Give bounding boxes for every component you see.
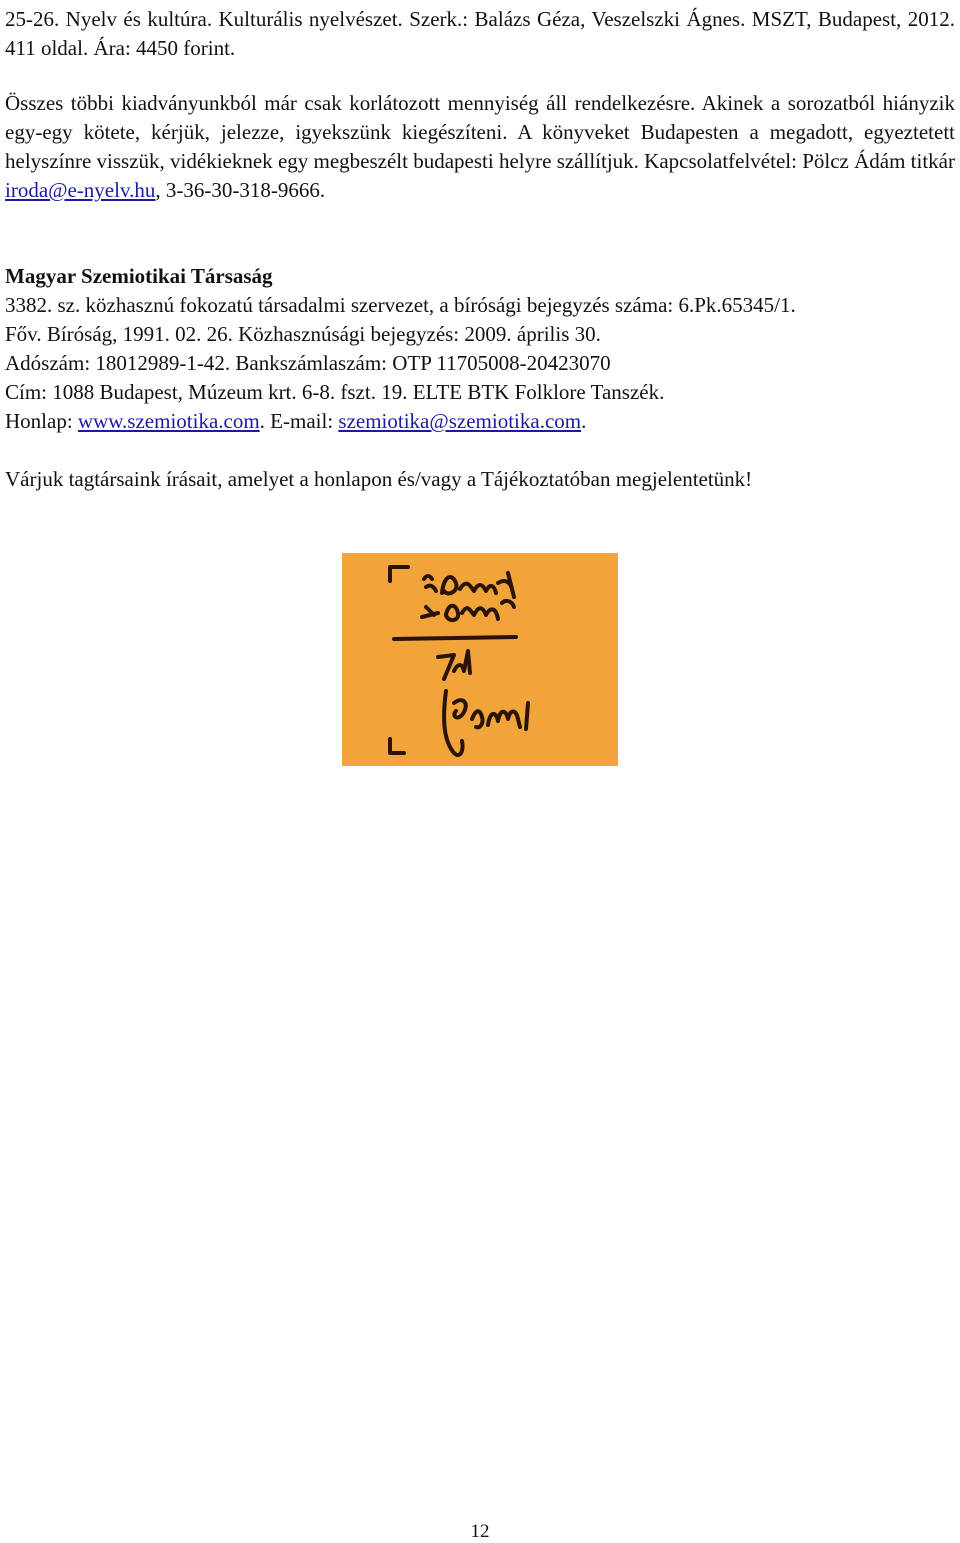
page-number: 12 <box>470 1521 490 1542</box>
notice-text <box>5 89 955 205</box>
organization-contact <box>5 407 955 436</box>
organization-registration: 3382. sz. közhasznú fokozatú társadalmi szervezet, a bírósági bejegyzés száma: 6.Pk.65345/1. <box>5 293 796 317</box>
handwriting-drawing <box>342 553 618 766</box>
organization-court: Főv. Bíróság, 1991. 02. 26. Közhasznúsági bejegyzés: 2009. április 30. <box>5 322 601 346</box>
invitation-block <box>5 465 955 494</box>
homepage-link[interactable]: www.szemiotika.com <box>77 409 260 433</box>
email-label: . E-mail: <box>259 409 339 433</box>
organization-email-link[interactable]: szemiotika@szemiotika.com <box>338 409 582 433</box>
notice-text-part1: Összes többi kiadványunkból már csak korlátozott mennyiség áll rendelkezésre. Akinek a sorozatból hiányzik egy-egy kötete, kérjük, jelezze, igyekszünk kiegészíteni. A könyveket Budapesten a megadott, egyeztetett helyszínre visszük, vidékieknek egy megbeszélt budapesti helyre szállítjuk. Kapcsolatfelvétel: Pölcz Ádám titkár <box>5 91 955 173</box>
organization-block <box>5 262 955 436</box>
publication-entry <box>5 5 955 63</box>
homepage-label: Honlap: <box>5 409 78 433</box>
notice-email-link[interactable]: iroda@e-nyelv.hu <box>5 178 156 202</box>
organization-tax: Adószám: 18012989-1-42. Bankszámlaszám: OTP 11705008-20423070 <box>5 351 611 375</box>
notice-paragraph <box>5 89 955 205</box>
notice-text-part2: , 3-36-30-318-9666. <box>155 178 326 202</box>
organization-address: Cím: 1088 Budapest, Múzeum krt. 6-8. fszt. 19. ELTE BTK Folklore Tanszék. <box>5 380 665 404</box>
handwritten-signature-image <box>342 553 618 766</box>
contact-end: . <box>581 409 587 433</box>
publication-line: 25-26. Nyelv és kultúra. Kulturális nyelvészet. Szerk.: Balázs Géza, Veszelszki Ágnes. MSZT, Budapest, 2012. 411 oldal. Ára: 4450 forint. <box>5 7 955 60</box>
invitation-text: Várjuk tagtársaink írásait, amelyet a honlapon és/vagy a Tájékoztatóban megjelentetünk! <box>5 467 753 491</box>
organization-name: Magyar Szemiotikai Társaság <box>5 264 273 288</box>
